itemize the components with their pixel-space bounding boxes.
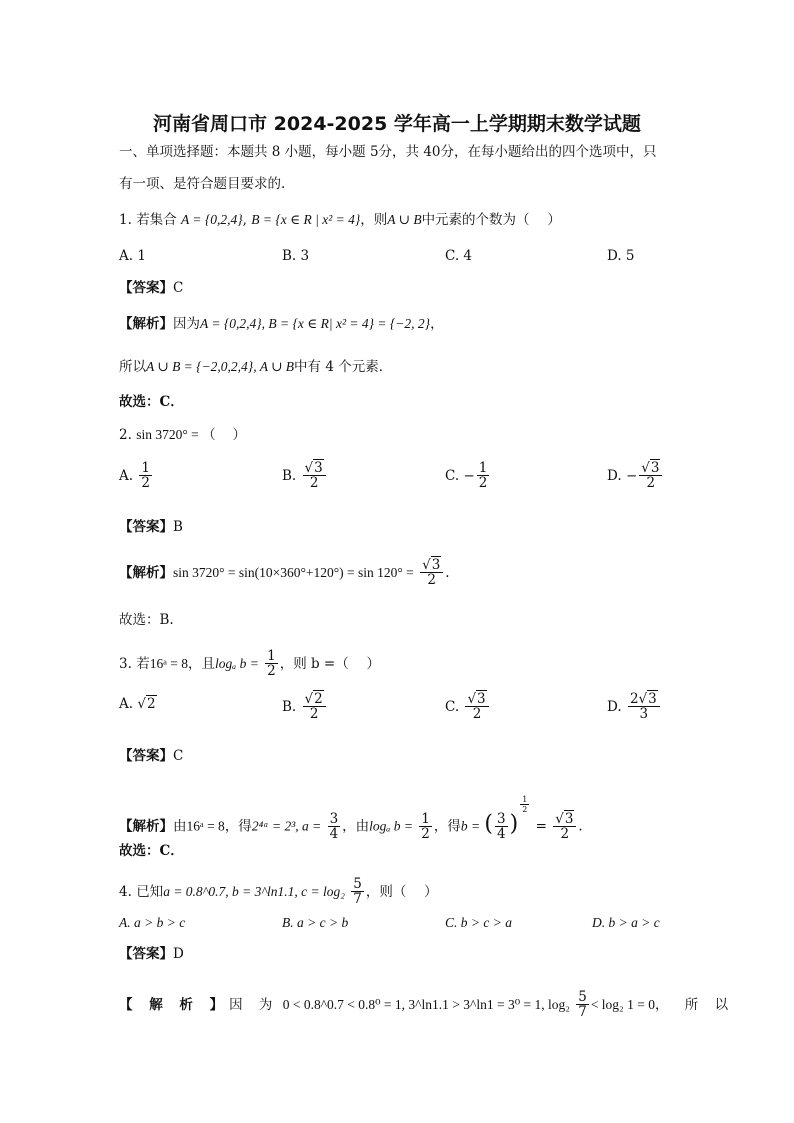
- q4-option-b: B. a > c > b: [282, 915, 349, 930]
- q2-option-d-label: D.: [607, 467, 622, 484]
- q3-option-c-label: C.: [445, 698, 460, 715]
- q3-ana-eq1: 16ᵃ = 8: [186, 818, 225, 834]
- q2-choose: 故选：B.: [119, 612, 174, 628]
- q4-ana-expr2: < log₂ 1 = 0: [590, 996, 655, 1012]
- q3-option-c-fraction: $\frac{√3}{2}$: [465, 692, 488, 723]
- q1-analysis-pre: 因为: [173, 316, 200, 332]
- q4-fraction: $\frac{5}{7}$: [353, 876, 362, 908]
- q1-answer-value: C: [173, 280, 184, 296]
- q2-option-c: [445, 461, 491, 492]
- q3-option-d-label: D.: [607, 698, 622, 715]
- q1-option-b: B. 3: [282, 248, 310, 264]
- q2-option-d-sign: −: [625, 467, 638, 484]
- q3-option-b-label: B.: [282, 698, 297, 715]
- q3-option-b-fraction: $\frac{√2}{2}$: [303, 692, 326, 723]
- left-paren-icon: (: [484, 811, 494, 837]
- q3-answer: [119, 750, 183, 764]
- q2-option-a-fraction: $\frac{1}{2}$: [141, 460, 150, 492]
- section-heading-line-2: 有一项、是符合题目要求的.: [119, 176, 286, 192]
- q2-answer: [119, 521, 183, 535]
- q4-expr: a = 0.8^0.7, b = 3^ln1.1, c = log₂: [163, 883, 345, 899]
- q4-ana-fraction: $\frac{5}{7}$: [578, 989, 587, 1021]
- q1-tail: 中元素的个数为（ ）: [421, 212, 561, 228]
- q3-analysis: 【解析】由16ᵃ = 8，得2⁴ᵃ = 2³, a = $\frac{3}{4}$ ，由logₐ b = $\frac{1}{2}$ ，得b = ( $\frac{3}{4}$ ) $\frac{1}{2}$ = $\frac{√3}{2}$ .: [119, 795, 583, 842]
- q2-option-b-label: B.: [282, 467, 297, 484]
- answer-label: 【答案】: [119, 748, 173, 764]
- q1-set-a: A = {0,2,4}: [180, 212, 243, 227]
- q2-option-b-fraction: $\frac{√3}{2}$: [303, 461, 326, 492]
- q1-analysis-expr: A = {0,2,4}, B = {x ∈ R| x² = 4} = {−2, 2}: [200, 316, 431, 331]
- q2-analysis-fraction: $\frac{√3}{2}$: [420, 558, 443, 589]
- q1-pre: 若集合: [136, 212, 177, 228]
- q3-ana-log-fraction: $\frac{1}{2}$: [421, 810, 430, 842]
- q3-option-d-fraction: $\frac{2√3}{3}$: [628, 692, 660, 723]
- q4-option-d: D. b > a > c: [592, 915, 660, 930]
- q2-number: 2.: [119, 427, 132, 443]
- sqrt-icon: √3: [304, 460, 323, 476]
- q4-tail: ，则（ ）: [365, 883, 438, 900]
- q1-number: 1.: [119, 212, 132, 228]
- sqrt-icon: √2: [304, 691, 323, 707]
- analysis-label: 【解析】: [119, 564, 173, 581]
- q2-analysis-tail: .: [445, 564, 450, 581]
- sqrt-icon: √3: [555, 810, 574, 827]
- q3-option-a-label: A.: [119, 696, 134, 712]
- answer-label: 【答案】: [119, 946, 173, 962]
- q3-ana-tail: .: [578, 818, 583, 835]
- q1-option-c: C. 4: [445, 248, 473, 264]
- q1-analysis: [119, 317, 444, 332]
- q3-pre: 若: [136, 655, 150, 672]
- q1-set-b: B = {x ∈ R | x² = 4}: [251, 212, 361, 227]
- q4-option-a: A. a > b > c: [119, 915, 186, 930]
- q2-option-d-fraction: $\frac{√3}{2}$: [639, 461, 662, 492]
- q3-fraction: $\frac{1}{2}$: [267, 648, 276, 680]
- q3-ana-a-fraction: $\frac{3}{4}$: [329, 810, 339, 842]
- q3-log: logₐ b =: [215, 655, 259, 671]
- q3-answer-value: C: [173, 748, 184, 764]
- q2-option-c-fraction: $\frac{1}{2}$: [478, 460, 488, 492]
- question-3: [119, 649, 380, 680]
- q2-option-a-label: A.: [119, 467, 134, 484]
- q2-analysis-expr: sin 3720° = sin(10×360°+120°) = sin 120° =: [173, 564, 414, 580]
- q2-option-c-label: C.: [445, 467, 460, 484]
- analysis-label: 【解析】: [119, 316, 173, 332]
- section-heading-line-1: 一、单项选择题：本题共 8 小题，每小题 5分，共 40分，在每小题给出的四个选项中，只: [119, 144, 657, 160]
- q3-option-d: [607, 692, 662, 723]
- q4-answer-value: D: [173, 946, 184, 962]
- q1-analysis2-pre: 所以: [119, 359, 146, 375]
- q3-ana-eq2: 2⁴ᵃ = 2³, a =: [251, 818, 322, 834]
- q3-ana-mid: ，得: [224, 818, 252, 835]
- q3-choose: 故选：C．: [119, 843, 184, 859]
- sqrt-icon: √2: [137, 696, 156, 712]
- answer-label: 【答案】: [119, 519, 173, 535]
- q3-ana-b: b =: [460, 818, 481, 834]
- q3-ana-base-fraction: $\frac{3}{4}$: [497, 810, 506, 842]
- q4-ana-expr: 0 < 0.8^0.7 < 0.8⁰ = 1, 3^ln1.1 > 3^ln1 = 3⁰ = 1, log₂: [282, 996, 570, 1012]
- q1-analysis-line-2: [119, 360, 392, 375]
- q1-post: ，则: [360, 212, 388, 228]
- q3-ana-log: logₐ b =: [369, 818, 413, 834]
- q3-ana-mid2: ，由: [342, 818, 370, 835]
- q3-option-c: [445, 692, 491, 723]
- q4-ana-tail: ， 所 以: [655, 996, 735, 1013]
- q3-eq1: 16ᵃ = 8: [149, 655, 188, 671]
- question-1: 1. 若集合 A = {0,2,4}, B = {x ∈ R | x² = 4}，则A ∪ B中元素的个数为（ ）: [119, 212, 561, 228]
- q3-ana-exponent-fraction: $\frac{1}{2}$: [522, 795, 528, 815]
- q2-answer-value: B: [173, 519, 183, 535]
- q1-analysis-tail: ，: [430, 316, 444, 332]
- q2-option-c-sign: −: [463, 467, 475, 484]
- q1-analysis2-tail: 中有 4 个元素．: [294, 359, 393, 375]
- sqrt-icon: √3: [467, 691, 486, 707]
- q4-analysis: [119, 990, 734, 1021]
- q3-ana-pre: 由: [173, 818, 187, 835]
- q4-pre: 已知: [136, 883, 164, 900]
- question-4: [119, 877, 438, 908]
- page-title: 河南省周口市 2024-2025 学年高一上学期期末数学试题: [153, 113, 641, 135]
- q3-option-b: [282, 692, 328, 723]
- q2-stem: sin 3720° = （ ）: [136, 427, 246, 442]
- q1-analysis2-expr: A ∪ B = {−2,0,2,4}, A ∪ B: [146, 359, 295, 374]
- q3-tail: ，则 b =（ ）: [279, 655, 381, 672]
- q1-union: A ∪ B: [387, 212, 422, 227]
- right-paren-icon: ): [509, 811, 519, 837]
- q3-ana-mid3: ，得: [433, 818, 461, 835]
- sqrt-icon: √3: [638, 691, 657, 707]
- q1-option-d: D. 5: [607, 248, 635, 264]
- answer-label: 【答案】: [119, 280, 173, 296]
- q2-option-d: [607, 461, 664, 492]
- q2-analysis: [119, 558, 450, 589]
- analysis-label: 【解析】: [119, 818, 173, 835]
- q1-choose: 故选：C．: [119, 394, 184, 410]
- q4-number: 4.: [119, 883, 132, 900]
- sqrt-icon: √3: [422, 557, 441, 573]
- question-2: [119, 428, 246, 443]
- q3-option-a: [119, 698, 157, 712]
- q3-ana-result-fraction: $\frac{√3}{2}$: [553, 812, 576, 843]
- q1-option-a: A. 1: [119, 248, 146, 264]
- q2-option-b: [282, 461, 328, 492]
- analysis-label: 【 解 析 】: [119, 996, 230, 1013]
- q4-option-c: C. b > c > a: [445, 915, 512, 930]
- sqrt-icon: √3: [641, 460, 660, 476]
- q1-answer: [119, 282, 183, 296]
- q4-ana-pre: 因 为: [229, 996, 279, 1013]
- q2-option-a: [119, 461, 154, 492]
- q3-mid: ，且: [188, 655, 215, 672]
- q4-answer: [119, 948, 184, 962]
- q3-number: 3.: [119, 655, 132, 672]
